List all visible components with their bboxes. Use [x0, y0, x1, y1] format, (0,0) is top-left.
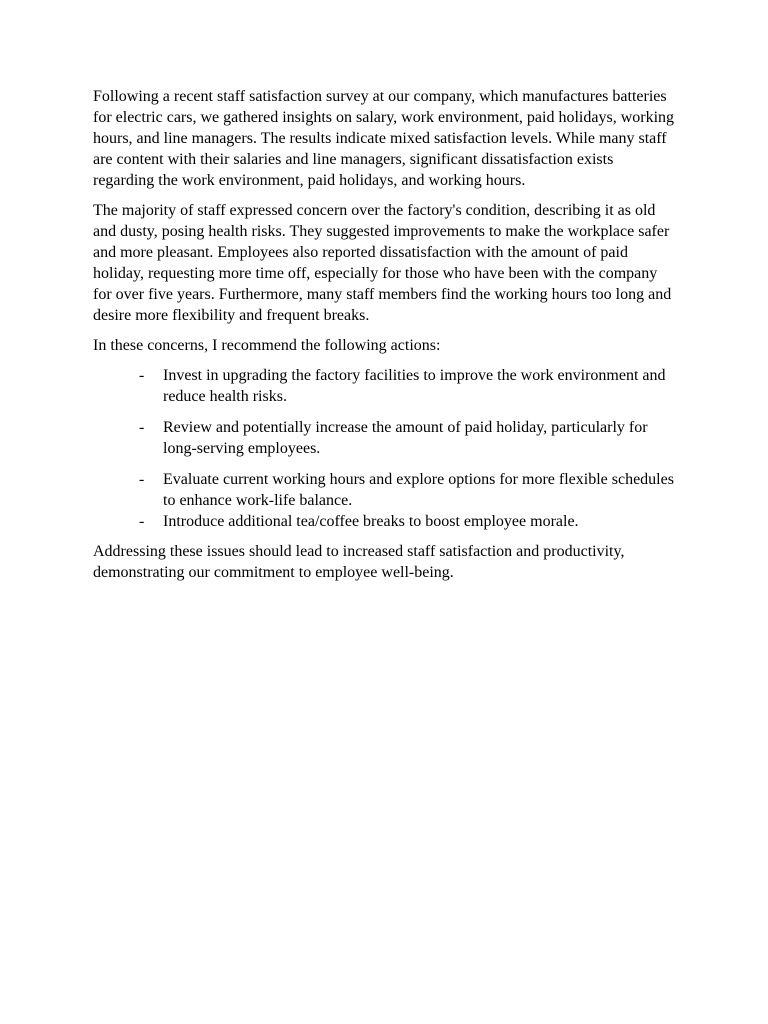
action-text: Introduce additional tea/coffee breaks to boost employee morale.: [163, 513, 579, 530]
action-item-breaks: [93, 511, 678, 532]
intro-paragraph: Following a recent staff satisfaction survey at our company, which manufactures batteries for electric cars, we gathered insights on salary, work environment, paid holidays, working hours, and line managers. The results indicate mixed satisfaction levels. While many staff are content with their salaries and line managers, significant dissatisfaction exists regarding the work environment, paid holidays, and working hours.: [93, 88, 675, 189]
action-text: Invest in upgrading the factory facilities to improve the work environment and reduce health risks.: [163, 367, 666, 405]
action-item-working-hours: [93, 469, 678, 511]
bullet-marker: -: [139, 419, 145, 436]
action-text: Evaluate current working hours and explore options for more flexible schedules to enhance work-life balance.: [163, 471, 674, 509]
action-list: [93, 365, 678, 532]
document-body: [93, 86, 678, 592]
bullet-marker: -: [139, 471, 145, 488]
concerns-paragraph: The majority of staff expressed concern over the factory's condition, describing it as old and dusty, posing health risks. They suggested improvements to make the workplace safer and more pleasant. Employees also reported dissatisfaction with the amount of paid holiday, requesting more time off, especially for those who have been with the company for over five years. Furthermore, many staff members find the working hours too long and desire more flexibility and frequent breaks.: [93, 202, 672, 324]
action-item-paid-holiday: [93, 417, 678, 459]
closing-paragraph: Addressing these issues should lead to increased staff satisfaction and productivity, demonstrating our commitment to employee well-being.: [93, 543, 625, 581]
action-item-facilities: [93, 365, 678, 407]
action-text: Review and potentially increase the amount of paid holiday, particularly for long-serving employees.: [163, 419, 648, 457]
bullet-marker: -: [139, 513, 145, 530]
recommendation-lead: In these concerns, I recommend the following actions:: [93, 337, 441, 354]
bullet-marker: -: [139, 367, 145, 384]
